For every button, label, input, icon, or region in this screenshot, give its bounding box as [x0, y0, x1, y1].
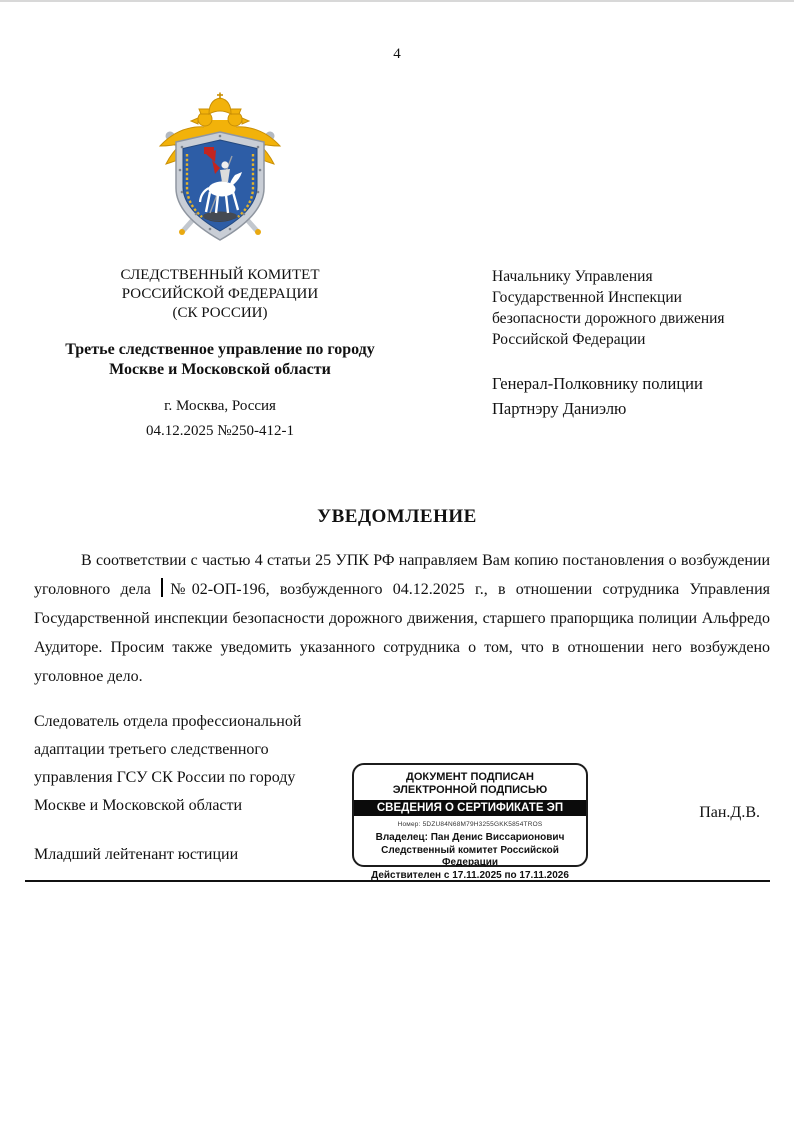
- stamp-title-line: ДОКУМЕНТ ПОДПИСАН: [406, 771, 534, 783]
- signature-position-line: Следователь отдела профессиональной: [34, 713, 302, 730]
- org-name-line: РОССИЙСКОЙ ФЕДЕРАЦИИ: [121, 286, 319, 302]
- department-name-line: Третье следственное управление по городу: [65, 341, 375, 358]
- department-name-line: Москве и Московской области: [109, 361, 331, 378]
- reference-number: 04.12.2025 №250-412-1: [145, 423, 295, 439]
- org-name-line: (СК РОССИИ): [172, 305, 268, 321]
- stamp-title: [354, 771, 586, 797]
- signature-position-line: адаптации третьего следственного: [34, 741, 269, 758]
- signature-rank: Младший лейтенант юстиции: [34, 846, 239, 863]
- stamp-org: Следственный комитет Российской Федерации: [381, 844, 559, 868]
- sk-russia-emblem-icon: [152, 92, 288, 250]
- stamp-owner: Владелец: Пан Денис Виссарионович: [375, 832, 565, 843]
- addressee-line: Российской Федерации: [492, 331, 646, 348]
- addressee-line: безопасности дорожного движения: [492, 310, 725, 327]
- crown-icon: [209, 93, 231, 115]
- document-title: УВЕДОМЛЕНИЕ: [317, 506, 477, 527]
- text-caret: [161, 578, 163, 597]
- stamp-certificate-bar: СВЕДЕНИЯ О СЕРТИФИКАТЕ ЭП: [354, 800, 586, 816]
- addressee-line: Начальнику Управления: [492, 268, 653, 285]
- stamp-title-line: ЭЛЕКТРОННОЙ ПОДПИСЬЮ: [392, 784, 548, 796]
- body-text-after-caret: №02-ОП-196, возбужденного 04.12.2025 г., в отношении сотрудника Управления Государственной инспекции безопасности дорожного движения, старшего прапорщика полиции Альфредо Аудиторе. Просим также уведомить указанного сотрудника о том, что в отношении него возбуждено уголовное дело.: [34, 581, 770, 685]
- body-text-before-caret: В соответствии с частью 4 статьи 25 УПК РФ направляем Вам копию постановления о возбуждении уголовного дела: [34, 552, 770, 598]
- addressee-line: Государственной Инспекции: [492, 289, 682, 306]
- addressee-rank-line: Генерал-Полковнику полиции: [492, 374, 703, 393]
- department-name: [40, 340, 400, 380]
- stamp-details: [354, 832, 586, 882]
- addressee-rank-line: Партнэру Даниэлю: [492, 399, 627, 418]
- city-line: г. Москва, Россия: [164, 398, 276, 414]
- body-paragraph[interactable]: [34, 546, 770, 691]
- stamp-validity: Действителен с 17.11.2025 по 17.11.2026: [371, 869, 569, 881]
- page-top-edge-line: [0, 0, 794, 2]
- page-number: 4: [393, 46, 401, 62]
- signature-position-line: Москве и Московской области: [34, 797, 243, 814]
- org-name-line: СЛЕДСТВЕННЫЙ КОМИТЕТ: [120, 267, 320, 283]
- signature-position-line: управления ГСУ СК России по городу: [34, 769, 296, 786]
- org-name-block: [50, 266, 390, 323]
- e-signature-stamp: [352, 763, 588, 881]
- addressee-block: [492, 266, 762, 350]
- signature-name: Пан.Д.В.: [699, 804, 760, 821]
- bottom-rule: [25, 880, 770, 882]
- signature-position: [34, 708, 364, 820]
- addressee-rank-block: [492, 371, 772, 421]
- stamp-certificate-number: Номер: 5DZU84N68M79H3255GKK5854TROS: [397, 821, 543, 828]
